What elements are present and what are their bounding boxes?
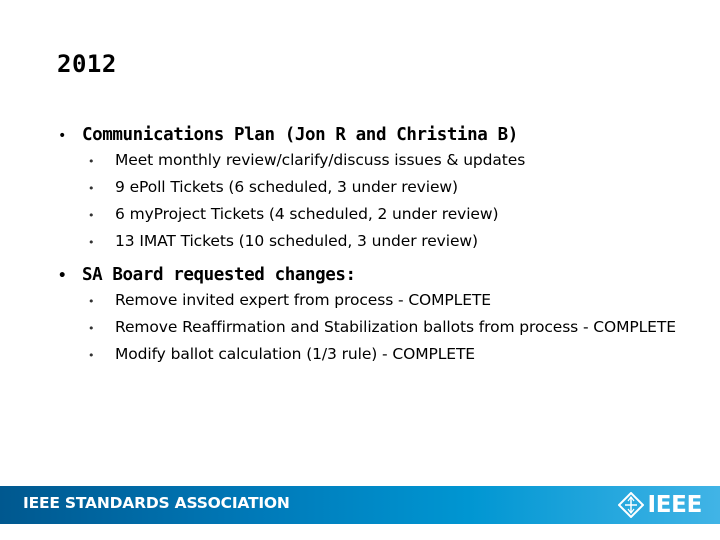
list-item-text: 9 ePoll Tickets (6 scheduled, 3 under review) [115,178,458,196]
list-item-text: Remove Reaffirmation and Stabilization ballots from process - COMPLETE [115,318,676,336]
section-sa-board-changes [58,264,698,371]
list-item-text: 13 IMAT Tickets (10 scheduled, 3 under review) [115,232,478,250]
footer-banner [0,486,720,524]
list-item-text: Remove invited expert from process - COMPLETE [115,291,491,309]
bullet: • [58,268,67,284]
footer-organization-name: IEEE STANDARDS ASSOCIATION [23,494,290,512]
section-communications-plan [58,124,698,258]
heading-text: SA Board requested changes: [82,265,356,285]
slide-title: 2012 [57,50,117,78]
ieee-logo-text: IEEE [647,492,702,518]
bullet: • [58,128,67,144]
ieee-diamond-icon [618,492,644,518]
section-heading [58,124,698,147]
sub-bullet: • [88,236,95,249]
heading-text: Communications Plan (Jon R and Christina B) [82,125,518,145]
list-item [88,317,698,340]
list-item-text: Modify ballot calculation (1/3 rule) - COMPLETE [115,345,476,363]
sub-bullet: • [88,182,95,195]
ieee-logo [618,490,703,520]
sub-list [58,150,698,254]
list-item [88,150,698,173]
list-item-text: 6 myProject Tickets (4 scheduled, 2 under review) [115,205,499,223]
sub-bullet: • [88,349,95,362]
list-item [88,344,698,367]
list-item [88,290,698,313]
sub-bullet: • [88,295,95,308]
sub-bullet: • [88,155,95,168]
section-heading [58,264,698,287]
list-item [88,231,698,254]
list-item [88,177,698,200]
sub-bullet: • [88,322,95,335]
sub-list [58,290,698,367]
sub-bullet: • [88,209,95,222]
list-item-text: Meet monthly review/clarify/discuss issues & updates [115,151,526,169]
list-item [88,204,698,227]
